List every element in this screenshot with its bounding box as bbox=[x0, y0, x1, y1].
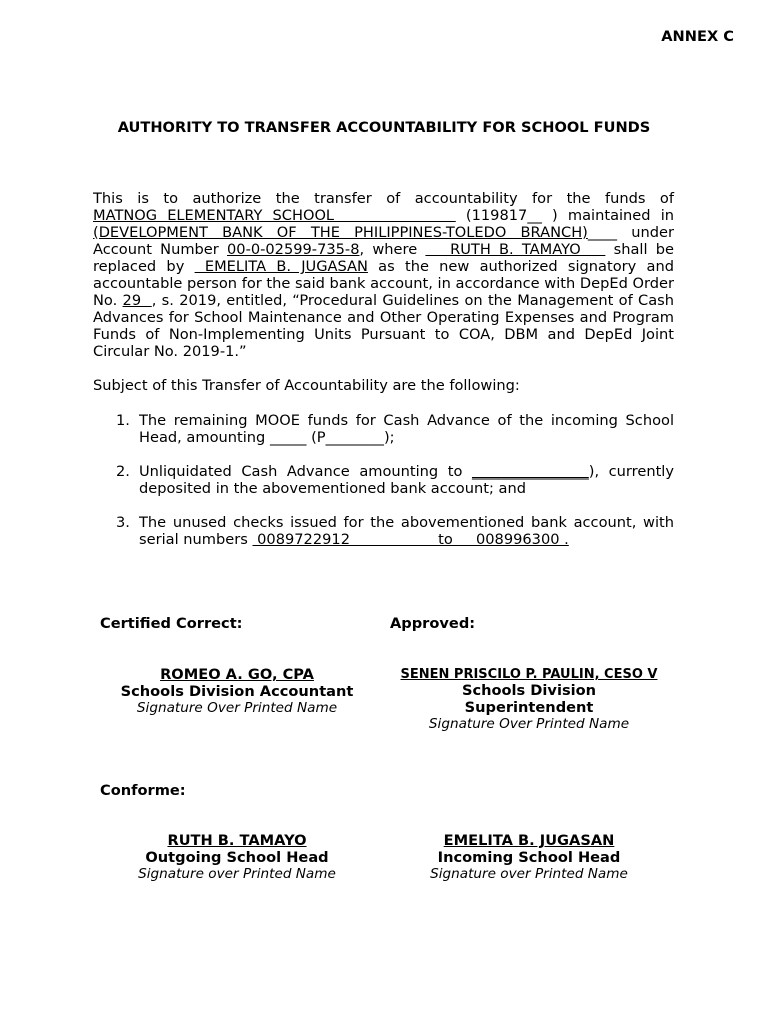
para-text-1: This is to authorize the transfer of accountability for the funds of bbox=[93, 190, 674, 207]
annex-label: ANNEX C bbox=[661, 28, 734, 45]
list-item-text-part: . bbox=[559, 531, 569, 548]
list-item bbox=[93, 463, 674, 497]
outgoing-head-name: RUTH B. TAMAYO bbox=[425, 241, 606, 258]
bank-name: (DEVELOPMENT BANK OF THE PHILIPPINES-TOLEDO BRANCH) bbox=[93, 224, 588, 241]
list-item-number: 2. bbox=[116, 463, 130, 480]
signatory-note: Signature Over Printed Name bbox=[136, 700, 338, 716]
conforme-label: Conforme: bbox=[100, 782, 186, 799]
signatory-incoming-head bbox=[388, 833, 670, 883]
amount-blank: ________________ bbox=[472, 463, 589, 480]
subject-heading: Subject of this Transfer of Accountability are the following: bbox=[93, 377, 520, 394]
signatory-accountant bbox=[98, 667, 376, 717]
signatory-position: Incoming School Head bbox=[437, 848, 621, 866]
para-text-3: __ ) maintained in bbox=[527, 207, 674, 224]
signatory-position: Schools Division Accountant bbox=[120, 682, 354, 700]
approved-label: Approved: bbox=[390, 615, 476, 632]
signatory-position: Schools Division Superintendent bbox=[461, 682, 597, 716]
signatory-outgoing-head bbox=[98, 833, 376, 883]
signatory-position: Outgoing School Head bbox=[145, 848, 329, 866]
signatory-note: Signature Over Printed Name bbox=[428, 716, 630, 732]
list-item-text bbox=[139, 463, 674, 497]
list-item-number: 3. bbox=[116, 514, 130, 531]
list-item-text-part: ), currently deposited in the abovementioned bank account; and bbox=[139, 463, 674, 497]
school-id: 119817 bbox=[471, 207, 528, 224]
signatory-name: RUTH B. TAMAYO bbox=[167, 832, 307, 849]
certified-correct-label: Certified Correct: bbox=[100, 615, 243, 632]
signatory-name: SENEN PRISCILO P. PAULIN, CESO V bbox=[400, 667, 658, 682]
para-text-5: , where bbox=[359, 241, 426, 258]
list-item-text-part: Unliquidated Cash Advance amounting to bbox=[139, 463, 472, 480]
para-text-8: , s. 2019, entitled, “Procedural Guidelines on the Management of Cash Advances for School Maintenance and Other Operating Expenses and Program Funds of Non-Implementing Units Pursuant to COA, DBM and DepEd Joint Circular No. 2019-1.” bbox=[93, 292, 674, 360]
authorization-paragraph bbox=[93, 190, 674, 360]
list-item-text: The remaining MOOE funds for Cash Advance of the incoming School Head, amounting _____ (P________); bbox=[139, 412, 674, 446]
signatory-note: Signature over Printed Name bbox=[138, 866, 336, 882]
para-text-7: as the new authorized signatory and accountable person for the said bank account, in accordance with DepEd Order No. bbox=[93, 258, 674, 309]
list-item-text-part: The unused checks issued for the abovementioned bank account, with serial numbers bbox=[139, 514, 674, 548]
document-title: AUTHORITY TO TRANSFER ACCOUNTABILITY FOR SCHOOL FUNDS bbox=[117, 119, 651, 136]
deped-order-number: 29 bbox=[122, 292, 152, 309]
para-text-6: shall be replaced by bbox=[93, 241, 674, 275]
incoming-head-name: EMELITA B. JUGASAN bbox=[194, 258, 368, 275]
signatory-superintendent bbox=[388, 667, 670, 733]
para-text-2: ( bbox=[455, 207, 472, 224]
list-item-text bbox=[139, 514, 674, 548]
list-item-number: 1. bbox=[116, 412, 130, 429]
school-name: MATNOG ELEMENTARY SCHOOL bbox=[93, 207, 456, 224]
signatory-name: ROMEO A. GO, CPA bbox=[160, 666, 314, 683]
signatory-name: EMELITA B. JUGASAN bbox=[443, 832, 615, 849]
para-text-4: ____ under Account Number bbox=[93, 224, 674, 258]
list-item bbox=[93, 412, 674, 446]
check-serial-range: 0089722912 to 008996300 bbox=[252, 531, 560, 548]
signatory-note: Signature over Printed Name bbox=[430, 866, 628, 882]
account-number: 00-0-02599-735-8 bbox=[227, 241, 360, 258]
accountability-list bbox=[93, 412, 674, 565]
list-item bbox=[93, 514, 674, 548]
